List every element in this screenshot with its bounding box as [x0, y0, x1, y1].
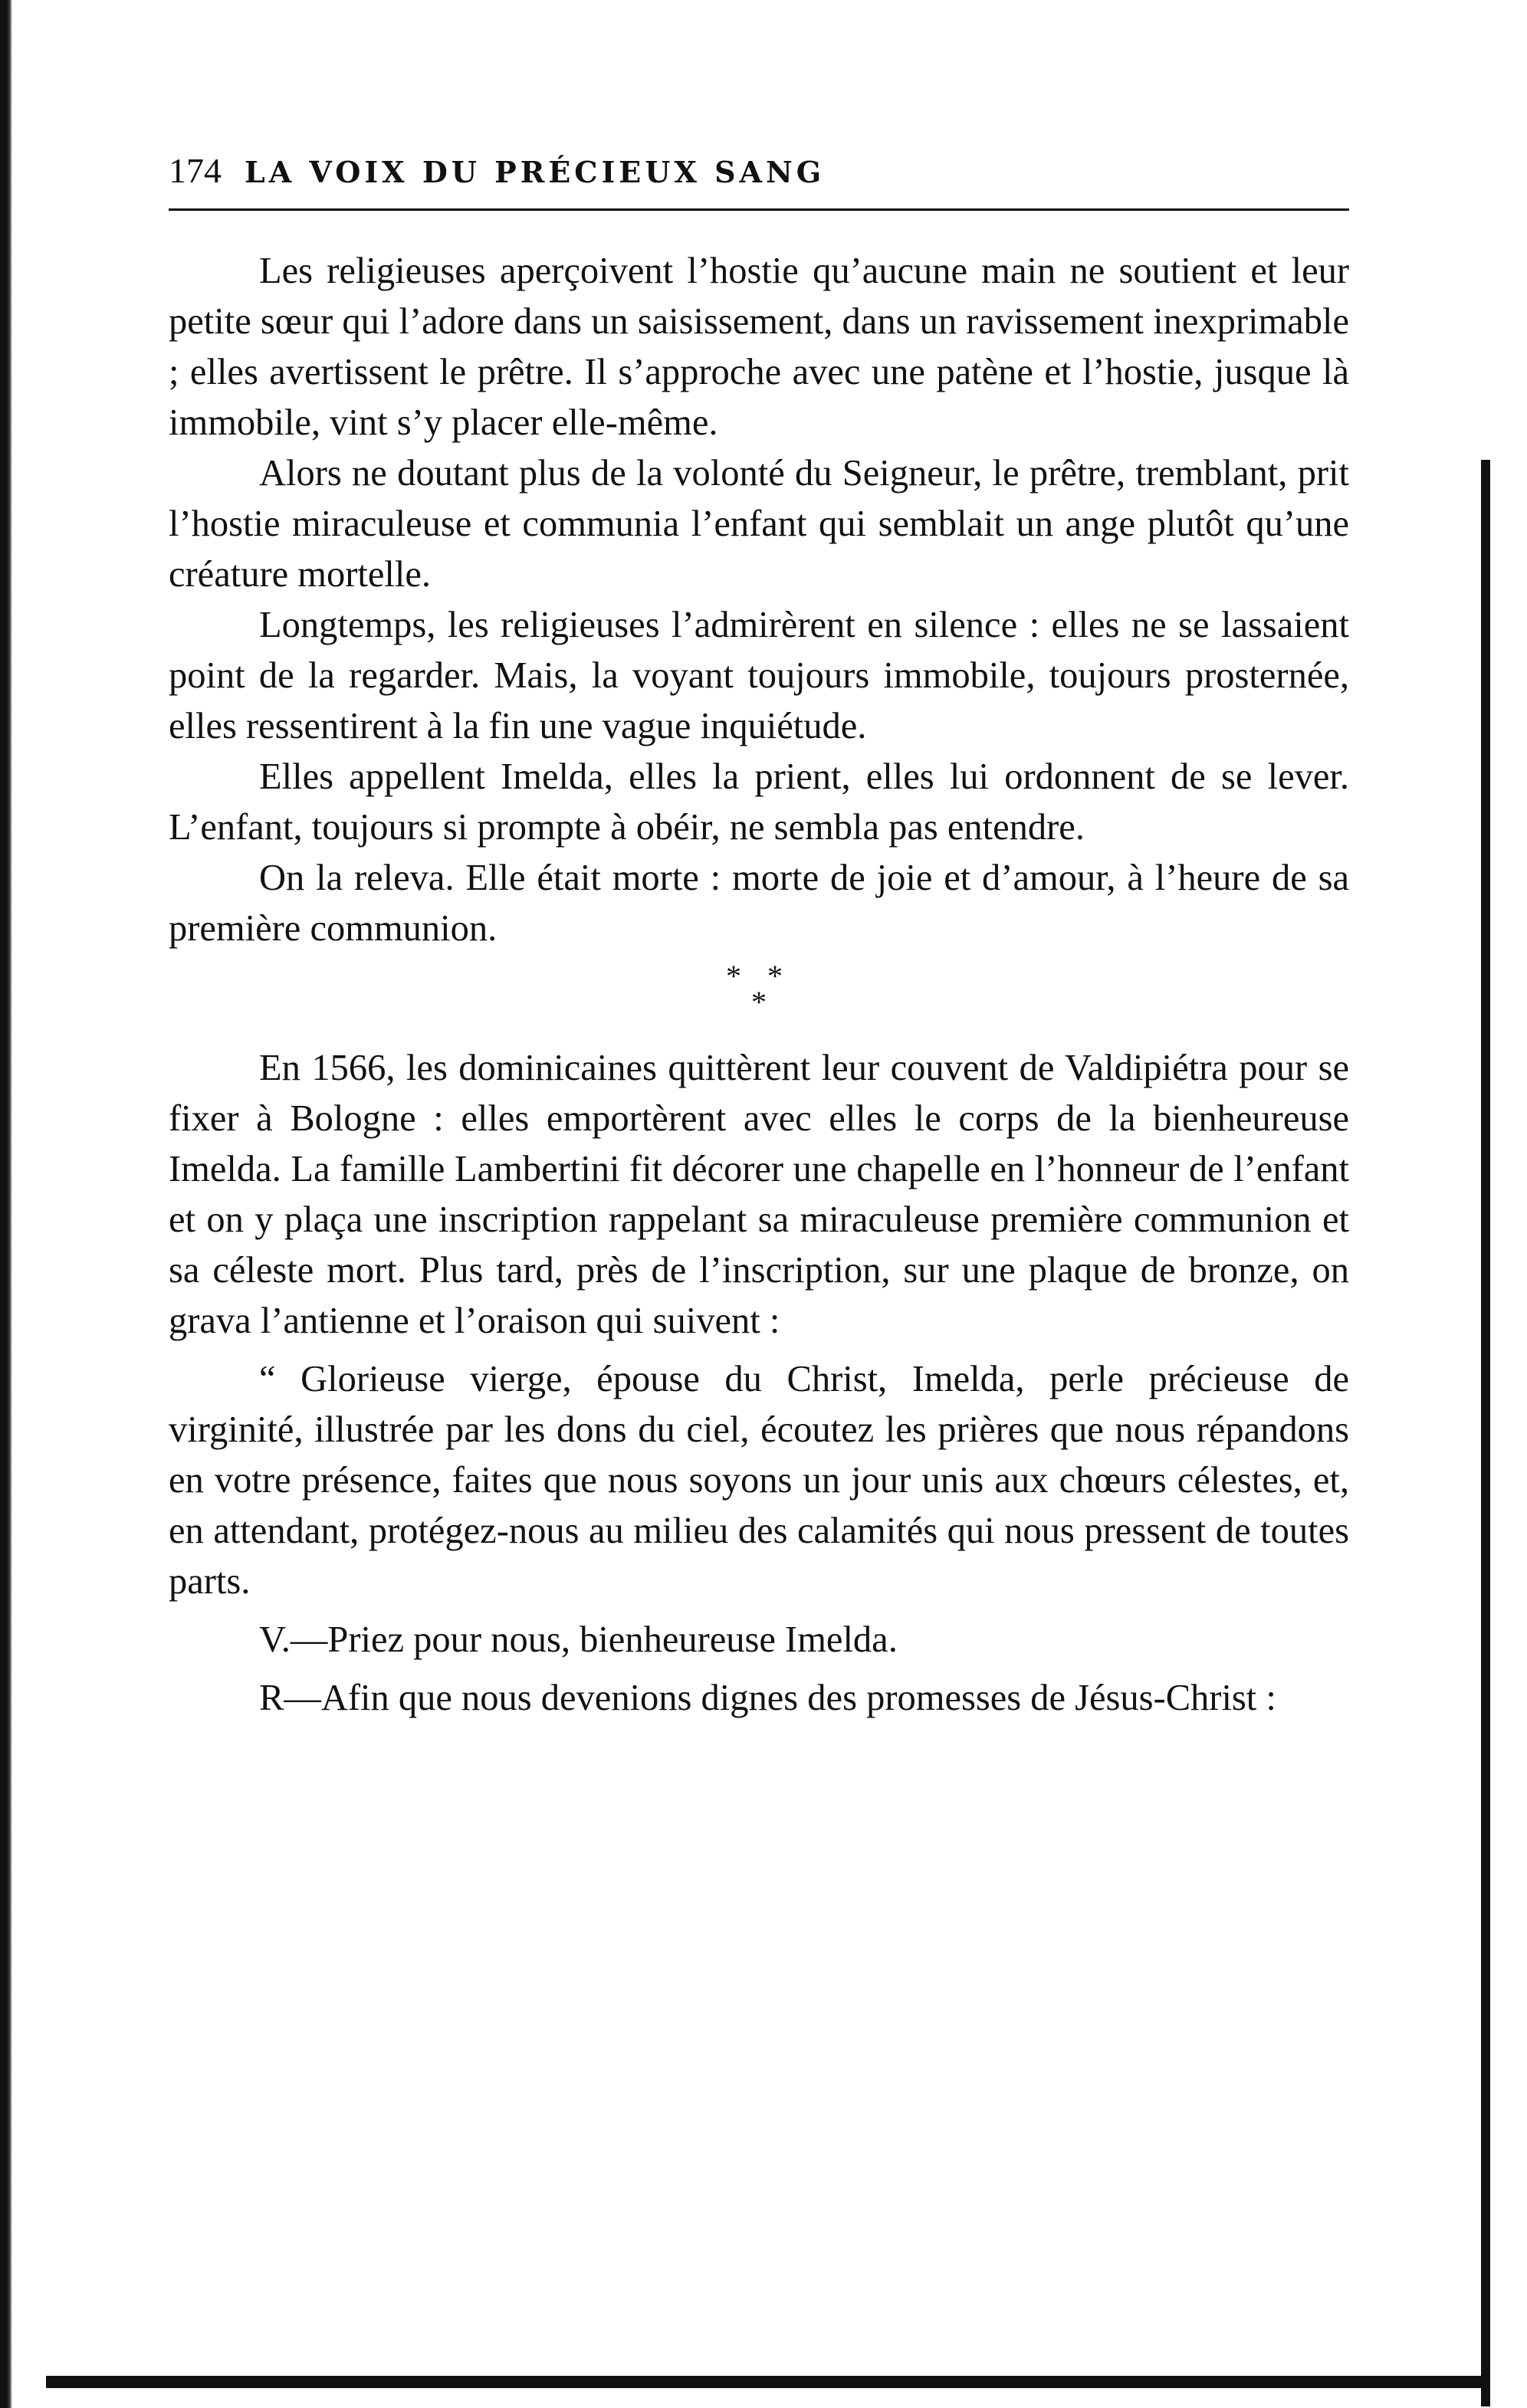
book-page — [169, 138, 1349, 1724]
paragraph: En 1566, les dominicaines quittèrent leur couvent de Valdipiétra pour se fixer à Bologne : elles emportèrent avec elles le corps de la bienheureuse Imelda. La famille Lambertini fit décorer une chapelle en l’honneur de l’enfant et on y plaça une inscription rappelant sa miraculeuse première communion et sa céleste mort. Plus tard, près de l’inscription, sur une plaque de bronze, on grava l’antienne et l’oraison qui suivent : — [169, 1048, 1349, 1341]
paragraph: On la releva. Elle était morte : morte de joie et d’amour, à l’heure de sa première communion. — [169, 858, 1349, 949]
versicle: V.—Priez pour nous, bienheureuse Imelda. — [259, 1619, 898, 1660]
paragraph: Les religieuses aperçoivent l’hostie qu’aucune main ne soutient et leur petite sœur qui l’adore dans un saisissement, dans un ravissement inexprimable ; elles avertissent le prêtre. Il s’approche avec une patène et l’hostie, jusque là immobile, vint s’y placer elle-même. — [169, 251, 1349, 443]
body-text — [169, 246, 1349, 1724]
page-header — [169, 138, 1349, 192]
running-head: LA VOIX DU PRÉCIEUX SANG — [245, 155, 826, 189]
paragraph: Longtemps, les religieuses l’admirèrent en silence : elles ne se lassaient point de la regarder. Mais, la voyant toujours immobile, toujours prosternée, elles ressentirent à la fin une vague inquiétude. — [169, 605, 1349, 746]
scan-left-edge — [0, 0, 12, 2408]
page-number: 174 — [169, 151, 222, 190]
asterism-bottom: * — [751, 985, 767, 1019]
paragraph: Elles appellent Imelda, elles la prient, elles lui ordonnent de se lever. L’enfant, toujours si prompte à obéir, ne sembla pas entendre. — [169, 756, 1349, 848]
asterism-top: * * — [726, 959, 792, 993]
paragraph: Alors ne doutant plus de la volonté du Seigneur, le prêtre, tremblant, prit l’hostie miraculeuse et communia l’enfant qui semblait un ange plutôt qu’une créature mortelle. — [169, 453, 1349, 595]
response: R—Afin que nous devenions dignes des promesses de Jésus-Christ : — [259, 1678, 1276, 1718]
scan-right-edge — [1481, 460, 1490, 2406]
scan-bottom-edge — [46, 2376, 1487, 2388]
header-rule — [169, 208, 1349, 211]
prayer-paragraph: “ Glorieuse vierge, épouse du Christ, Imelda, perle précieuse de virginité, illustrée par les dons du ciel, écoutez les prières que nous répandons en votre présence, faites que nous soyons un jour unis aux chœurs célestes, et, en attendant, protégez-nous au milieu des calamités qui nous pressent de toutes parts. — [169, 1359, 1349, 1602]
section-asterism — [169, 959, 1349, 1019]
